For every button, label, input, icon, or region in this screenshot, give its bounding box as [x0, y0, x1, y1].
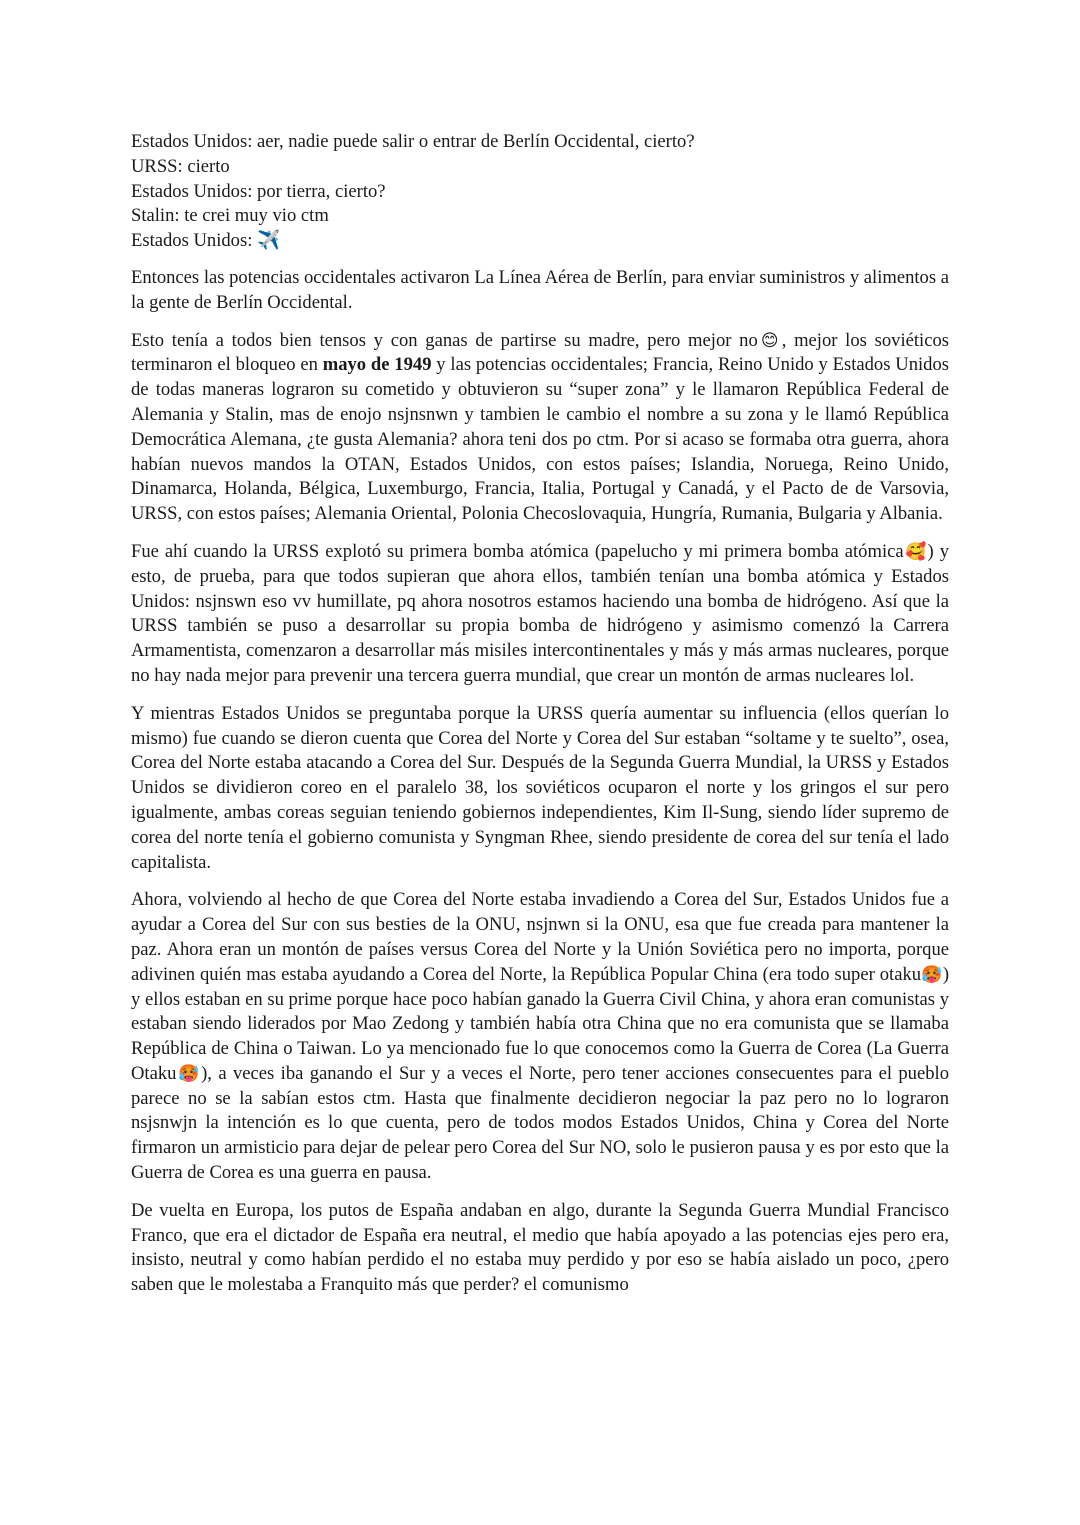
paragraph-text: Fue ahí cuando la URSS explotó su primera bomba atómica (papelucho y mi primera bomba atómica — [131, 540, 904, 562]
smiling-face-icon: 😊 — [757, 330, 782, 351]
paragraph-text: Ahora, volviendo al hecho de que Corea del Norte estaba invadiendo a Corea del Sur, Estados Unidos fue a ayudar a Corea del Sur con sus besties de la ONU, nsjnwn si la ONU, esa que fue creada para mantener la paz. Ahora eran un montón de países versus Corea del Norte y la Unión Soviética pero no importa, porque adivinen quién mas estaba ayudando a Corea del Norte, la República Popular China (era todo super otaku — [131, 889, 949, 985]
hot-face-icon: 🥵 — [921, 964, 943, 985]
paragraph-text: y las potencias occidentales; Francia, Reino Unido y Estados Unidos de todas maneras lograron su cometido y obtuvieron su “super zona” y le llamaron República Federal de Alemania y Stalin, mas de enojo nsjnsnwn y tambien le cambio el nombre a su zona y le llamó República Democrática Alemana, ¿te gusta Alemania? ahora teni dos po ctm. Por si acaso se formaba otra guerra, ahora habían nuevos mandos la OTAN, Estados Unidos, con estos países; Islandia, Noruega, Reino Unido, Dinamarca, Holanda, Bélgica, Luxemburgo, Francia, Italia, Portugal y Canadá, y el Pacto de de Varsovia, URSS, con estos países; Alemania Oriental, Polonia Checoslovaquia, Hungría, Rumania, Bulgaria y Albania. — [131, 354, 949, 525]
dialogue-line: URSS: cierto — [131, 155, 230, 177]
bold-date: mayo de 1949 — [322, 354, 432, 376]
dialogue-line: Estados Unidos: por tierra, cierto? — [131, 180, 386, 202]
heart-face-icon: 🥰 — [903, 541, 928, 562]
paragraph-text: ) y ellos estaban en su prime porque hace poco habían ganado la Guerra Civil China, y ahora eran comunistas y estaban siendo liderados por Mao Zedong y también había otra China que no era comunista que se llamaba República de China o Taiwan. Lo ya mencionado fue lo que conocemos como la Guerra de Corea (La Guerra Otaku — [131, 963, 950, 1084]
paragraph-spain: De vuelta en Europa, los putos de España andaban en algo, durante la Segunda Guerra Mundial Francisco Franco, que era el dictador de España era neutral, el medio que había apoyado a las potencias ejes pero era, insisto, neutral y como habían perdido el no estaba muy perdido y por eso se había aislado un poco, ¿pero saben que le molestaba a Franquito más que perder? el comunismo — [131, 1199, 949, 1296]
paragraph-berlin-airlift: Entonces las potencias occidentales activaron La Línea Aérea de Berlín, para enviar suministros y alimentos a la gente de Berlín Occidental. — [131, 266, 949, 313]
paragraph-blockade-end — [131, 329, 949, 527]
dialogue-line: Stalin: te crei muy vio ctm — [131, 205, 329, 227]
paragraph-atomic-bomb — [131, 540, 949, 689]
dialogue-line: Estados Unidos: ✈️ — [131, 230, 281, 252]
hot-face-icon: 🥵 — [176, 1063, 202, 1084]
paragraph-korean-war — [131, 888, 949, 1186]
document-page — [131, 130, 949, 1311]
paragraph-text: ), a veces iba ganando el Sur y a veces el Norte, pero tener acciones consecuentes para el pueblo parece no se la sabían estos ctm. Hasta que finalmente decidieron negociar la paz pero no lo lograron nsjsnwjn la intención es lo que cuenta, pero de todos modos Estados Unidos, China y Corea del Norte firmaron un armisticio para dejar de pelear pero Corea del Sur NO, solo le pusieron pausa y es por esto que la Guerra de Corea es una guerra en pausa. — [131, 1062, 949, 1184]
paragraph-text: Esto tenía a todos bien tensos y con ganas de partirse su madre, pero mejor no — [131, 329, 758, 351]
dialogue-block — [131, 130, 949, 254]
paragraph-text: , mejor los soviéticos terminaron el bloqueo en — [131, 329, 949, 376]
paragraph-text: ) y esto, de prueba, para que todos supieran que ahora ellos, también tenían una bomba atómica y Estados Unidos: nsjnswn eso vv humillate, pq ahora nosotros estamos haciendo una bomba de hidrógeno. Así que la URSS también se puso a desarrollar su propia bomba de hidrógeno y asimismo comenzó la Carrera Armamentista, comenzaron a desarrollar más misiles intercontinentales y más y más armas nucleares, porque no hay nada mejor para prevenir una tercera guerra mundial, que crear un montón de armas nucleares lol. — [131, 540, 949, 686]
paragraph-korea-division: Y mientras Estados Unidos se preguntaba porque la URSS quería aumentar su influencia (ellos querían lo mismo) fue cuando se dieron cuenta que Corea del Norte y Corea del Sur estaban “soltame y te suelto”, osea, Corea del Norte estaba atacando a Corea del Sur. Después de la Segunda Guerra Mundial, la URSS y Estados Unidos se dividieron coreo en el paralelo 38, los soviéticos ocuparon el norte y los gringos el sur pero igualmente, ambas coreas seguian teniendo gobiernos independientes, Kim Il-Sung, siendo líder supremo de corea del norte tenía el gobierno comunista y Syngman Rhee, siendo presidente de corea del sur tenía el lado capitalista. — [131, 702, 949, 873]
dialogue-line: Estados Unidos: aer, nadie puede salir o entrar de Berlín Occidental, cierto? — [131, 131, 695, 152]
